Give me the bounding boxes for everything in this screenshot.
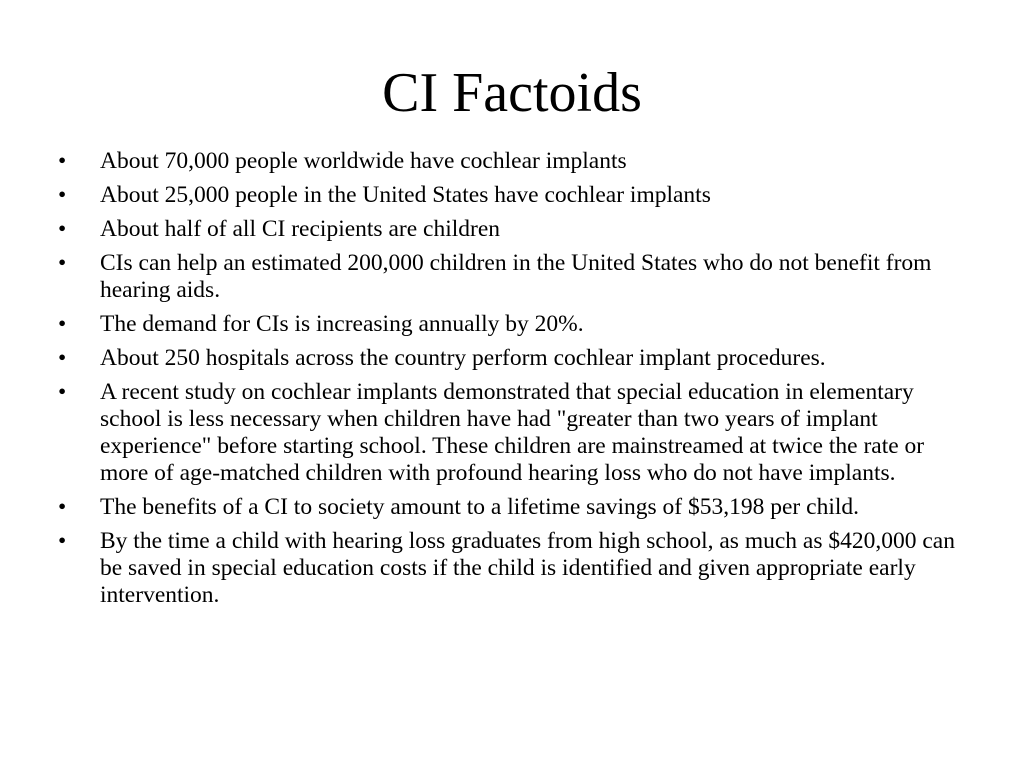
bullet-icon: • xyxy=(58,528,67,554)
bullet-text: About half of all CI recipients are children xyxy=(100,216,501,242)
bullet-item xyxy=(58,528,970,609)
bullet-icon: • xyxy=(58,379,67,405)
bullet-text: About 70,000 people worldwide have cochlear implants xyxy=(100,148,627,174)
bullet-item xyxy=(58,494,970,521)
bullet-item xyxy=(58,250,970,304)
bullet-icon: • xyxy=(58,216,67,242)
bullet-list xyxy=(58,148,970,616)
bullet-item xyxy=(58,216,970,243)
bullet-icon: • xyxy=(58,345,67,371)
bullet-item xyxy=(58,311,970,338)
slide-title: CI Factoids xyxy=(382,62,642,124)
bullet-text: The demand for CIs is increasing annually by 20%. xyxy=(100,311,584,337)
bullet-icon: • xyxy=(58,182,67,208)
bullet-icon: • xyxy=(58,250,67,276)
bullet-item xyxy=(58,148,970,175)
bullet-item xyxy=(58,182,970,209)
bullet-text: About 25,000 people in the United States have cochlear implants xyxy=(100,182,711,208)
bullet-text: By the time a child with hearing loss graduates from high school, as much as $420,000 can be saved in special education costs if the child is identified and given appropriate early intervention. xyxy=(100,528,955,608)
bullet-text: A recent study on cochlear implants demonstrated that special education in elementary school is less necessary when children have had "greater than two years of implant experience" before starting school. These children are mainstreamed at twice the rate or more of age-matched children with profound hearing loss who do not have implants. xyxy=(100,379,925,486)
bullet-icon: • xyxy=(58,311,67,337)
bullet-icon: • xyxy=(58,148,67,174)
bullet-text: The benefits of a CI to society amount to a lifetime savings of $53,198 per child. xyxy=(100,494,859,520)
bullet-item xyxy=(58,345,970,372)
bullet-icon: • xyxy=(58,494,67,520)
bullet-item xyxy=(58,379,970,487)
bullet-text: About 250 hospitals across the country perform cochlear implant procedures. xyxy=(100,345,826,371)
bullet-text: CIs can help an estimated 200,000 children in the United States who do not benefit from hearing aids. xyxy=(100,250,932,303)
